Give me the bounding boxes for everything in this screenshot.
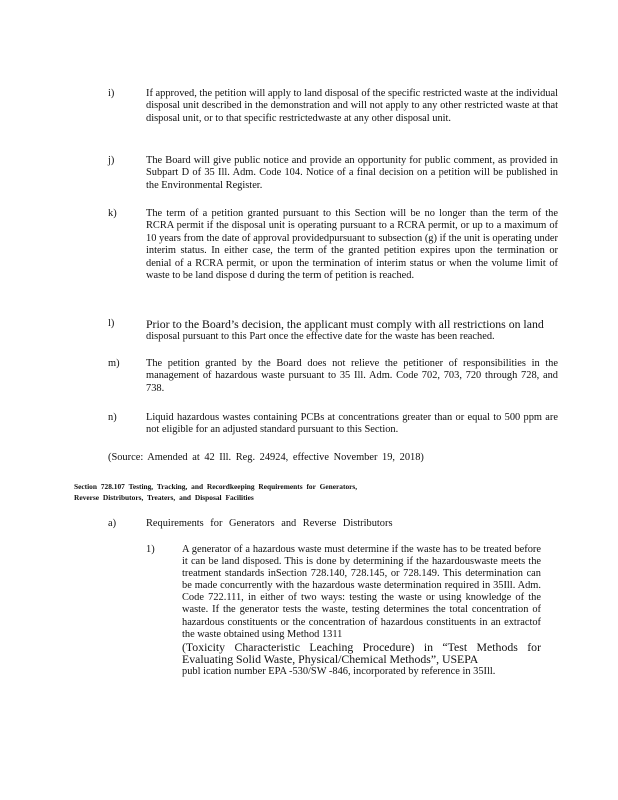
item-label: l) [108,318,115,329]
subsection-text-part2: publ ication number EPA -530/SW -846, incorporated by reference in 35Ill. [182,665,496,677]
subsection-label: 1) [146,544,155,555]
section-heading-line2: Reverse Distributors, Treaters, and Disposal Facilities [74,493,254,502]
item-label: m) [108,358,120,369]
item-text-emphasis: Prior to the Board’s decision, the applicant must comply with all restrictions on land [146,317,544,331]
item-text: The term of a petition granted pursuant to this Section will be no longer than the term of the RCRA permit if the disposal unit is operating pursuant to a RCRA permit, or up to a maximum of 10 years from the date of approval providedpursuant to subsection (g) if the unit is operating under interim status. In either case, the term of the granted petition expires upon the termination or denial of a RCRA permit, or upon the termination of interim status or when the volume limit of waste to be land dispose d during the term of petition is reached. [146,208,558,282]
subsection-title: Requirements for Generators and Reverse Distributors [146,518,393,529]
item-label: i) [108,88,115,99]
item-text: The Board will give public notice and provide an opportunity for public comment, as provided in Subpart D of 35 Ill. Adm. Code 104. Notice of a final decision on a petition will be published in the Environmental Register. [146,155,558,191]
item-text [146,318,558,343]
subsection-text-part1: A generator of a hazardous waste must determine if the waste has to be treated before it can be land disposed. This is done by determining if the hazardouswaste meets the treatment standards inSection 728.140, 728.145, or 728.149. This determination can be made concurrently with the hazardous waste determination required in 35Ill. Adm. Code 722.111, in either of two ways: testing the waste or using knowledge of the waste. If the generator tests the waste, testing determines the total concentration of hazardous constituents or the concentration of hazardous constituents in an extractof the waste obtained using Method 1311 [182,544,541,640]
section-heading-line1: Section 728.107 Testing, Tracking, and Recordkeeping Requirements for Generators, [74,482,358,491]
item-label: k) [108,208,117,219]
item-text: If approved, the petition will apply to land disposal of the specific restricted waste at the individual disposal unit described in the demonstration and will not apply to any other restricted waste at that disposal unit, or to that specific restrictedwaste at any other disposal unit. [146,88,558,124]
item-text-continued: disposal pursuant to this Part once the effective date for the waste has been reached. [146,331,495,342]
subsection-text [182,544,541,678]
item-label: n) [108,412,117,423]
source-note: (Source: Amended at 42 Ill. Reg. 24924, effective November 19, 2018) [108,452,424,463]
subsection-label: a) [108,518,117,529]
item-text: Liquid hazardous wastes containing PCBs at concentrations greater than or equal to 500 ppm are not eligible for an adjusted standard pursuant to this Section. [146,412,558,436]
subsection-text-emphasis: (Toxicity Characteristic Leaching Procedure) in “Test Methods for Evaluating Solid Waste, Physical/Chemical Methods”, USEPA [182,639,541,667]
item-label: j) [108,155,115,166]
item-text: The petition granted by the Board does not relieve the petitioner of responsibilities in the management of hazardous waste pursuant to 35 Ill. Adm. Code 702, 703, 720 through 728, and 738. [146,358,558,394]
section-heading [74,481,544,503]
